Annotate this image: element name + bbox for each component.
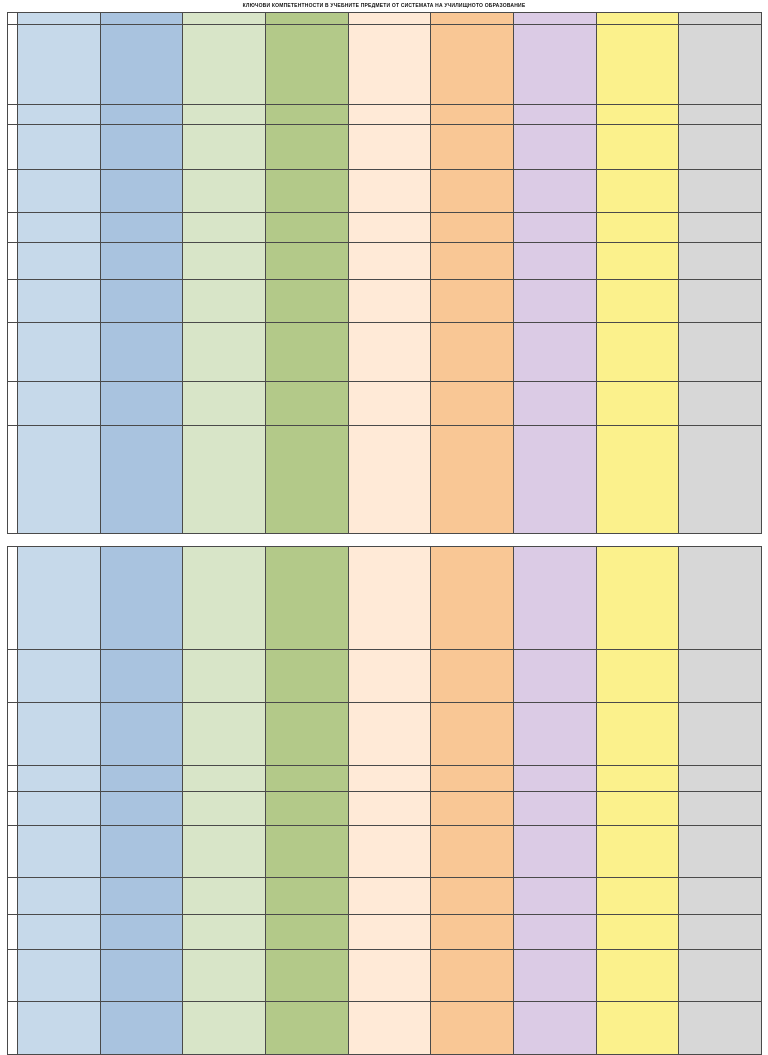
table-row bbox=[8, 213, 762, 243]
table-cell bbox=[513, 243, 596, 280]
table-cell bbox=[596, 703, 679, 766]
table-cell bbox=[100, 323, 183, 382]
table-cell bbox=[596, 950, 679, 1002]
table-cell bbox=[431, 25, 514, 105]
table-cell bbox=[513, 170, 596, 213]
table-cell bbox=[100, 213, 183, 243]
table-cell bbox=[183, 426, 266, 534]
table-cell bbox=[348, 243, 431, 280]
table-cell bbox=[513, 25, 596, 105]
table-row bbox=[8, 170, 762, 213]
table-cell bbox=[431, 878, 514, 915]
table-cell bbox=[431, 766, 514, 792]
table-cell bbox=[431, 323, 514, 382]
table-cell bbox=[348, 280, 431, 323]
table-cell bbox=[431, 243, 514, 280]
row-label-cell bbox=[8, 213, 18, 243]
table-row bbox=[8, 826, 762, 878]
document-title: КЛЮЧОВИ КОМПЕТЕНТНОСТИ В УЧЕБНИТЕ ПРЕДМЕТИ ОТ СИСТЕМАТА НА УЧИЛИЩНОТО ОБРАЗОВАНИЕ bbox=[242, 3, 526, 9]
row-label-cell bbox=[8, 280, 18, 323]
table-cell bbox=[266, 703, 349, 766]
table-cell bbox=[266, 213, 349, 243]
table-row bbox=[8, 1002, 762, 1055]
table-cell bbox=[100, 950, 183, 1002]
table-cell bbox=[431, 105, 514, 125]
table-cell bbox=[266, 280, 349, 323]
column-header-2 bbox=[100, 13, 183, 25]
table-cell bbox=[513, 382, 596, 426]
table-cell bbox=[18, 170, 101, 213]
table-cell bbox=[100, 792, 183, 826]
competence-table-1 bbox=[7, 12, 762, 534]
table-cell bbox=[596, 826, 679, 878]
table-cell bbox=[348, 25, 431, 105]
table-cell bbox=[266, 650, 349, 703]
table-row bbox=[8, 915, 762, 950]
column-header-4 bbox=[266, 13, 349, 25]
table-cell bbox=[18, 243, 101, 280]
table-cell bbox=[266, 125, 349, 170]
table-cell bbox=[100, 382, 183, 426]
table-cell bbox=[18, 792, 101, 826]
table-cell bbox=[596, 547, 679, 650]
table-cell bbox=[183, 323, 266, 382]
table-cell bbox=[100, 650, 183, 703]
table-cell bbox=[183, 878, 266, 915]
row-label-cell bbox=[8, 25, 18, 105]
table-cell bbox=[183, 280, 266, 323]
table-cell bbox=[100, 703, 183, 766]
table-cell bbox=[183, 650, 266, 703]
row-label-cell bbox=[8, 878, 18, 915]
column-header-9 bbox=[679, 13, 762, 25]
table-row bbox=[8, 125, 762, 170]
table-cell bbox=[431, 826, 514, 878]
table-cell bbox=[348, 213, 431, 243]
table-cell bbox=[348, 703, 431, 766]
table-cell bbox=[431, 650, 514, 703]
table-cell bbox=[266, 25, 349, 105]
table-cell bbox=[348, 105, 431, 125]
table-cell bbox=[18, 382, 101, 426]
table-cell bbox=[679, 280, 762, 323]
table-cell bbox=[18, 323, 101, 382]
table-cell bbox=[596, 426, 679, 534]
row-label-cell bbox=[8, 125, 18, 170]
table-cell bbox=[348, 547, 431, 650]
table-cell bbox=[183, 703, 266, 766]
table-cell bbox=[18, 950, 101, 1002]
table-cell bbox=[431, 382, 514, 426]
row-label-cell bbox=[8, 766, 18, 792]
table-cell bbox=[679, 105, 762, 125]
table-cell bbox=[100, 766, 183, 792]
table-cell bbox=[596, 243, 679, 280]
table-cell bbox=[596, 1002, 679, 1055]
table-cell bbox=[513, 547, 596, 650]
table-cell bbox=[513, 280, 596, 323]
table-cell bbox=[18, 280, 101, 323]
table-cell bbox=[679, 323, 762, 382]
table-cell bbox=[431, 950, 514, 1002]
table-cell bbox=[431, 280, 514, 323]
table-cell bbox=[431, 125, 514, 170]
table-cell bbox=[679, 792, 762, 826]
table-cell bbox=[348, 1002, 431, 1055]
table-cell bbox=[266, 766, 349, 792]
table-cell bbox=[513, 650, 596, 703]
row-label-cell bbox=[8, 105, 18, 125]
column-header-6 bbox=[431, 13, 514, 25]
table-cell bbox=[100, 426, 183, 534]
table-cell bbox=[348, 170, 431, 213]
table-cell bbox=[266, 170, 349, 213]
table-cell bbox=[18, 213, 101, 243]
table-cell bbox=[266, 826, 349, 878]
row-label-cell bbox=[8, 323, 18, 382]
table-cell bbox=[431, 426, 514, 534]
table-cell bbox=[100, 25, 183, 105]
table-cell bbox=[18, 915, 101, 950]
table-cell bbox=[596, 650, 679, 703]
table-cell bbox=[596, 792, 679, 826]
table-cell bbox=[513, 878, 596, 915]
table-cell bbox=[18, 426, 101, 534]
table-cell bbox=[513, 766, 596, 792]
table-row bbox=[8, 703, 762, 766]
table-cell bbox=[266, 426, 349, 534]
table-cell bbox=[183, 382, 266, 426]
row-label-cell bbox=[8, 703, 18, 766]
table-cell bbox=[596, 915, 679, 950]
table-cell bbox=[266, 323, 349, 382]
table-cell bbox=[513, 792, 596, 826]
table-cell bbox=[18, 650, 101, 703]
table-cell bbox=[183, 1002, 266, 1055]
table-header-row bbox=[8, 13, 762, 25]
table-cell bbox=[596, 125, 679, 170]
table-cell bbox=[679, 650, 762, 703]
table-cell bbox=[679, 915, 762, 950]
table-cell bbox=[596, 105, 679, 125]
table-cell bbox=[100, 170, 183, 213]
table-cell bbox=[431, 703, 514, 766]
table-cell bbox=[679, 547, 762, 650]
table-cell bbox=[679, 878, 762, 915]
header-corner-cell bbox=[8, 13, 18, 25]
table-cell bbox=[596, 25, 679, 105]
table-cell bbox=[513, 826, 596, 878]
table-cell bbox=[183, 25, 266, 105]
table-cell bbox=[183, 792, 266, 826]
table-cell bbox=[183, 243, 266, 280]
table-cell bbox=[183, 213, 266, 243]
table-cell bbox=[431, 213, 514, 243]
table-cell bbox=[513, 950, 596, 1002]
table-cell bbox=[18, 25, 101, 105]
table-row bbox=[8, 547, 762, 650]
table-cell bbox=[18, 547, 101, 650]
row-label-cell bbox=[8, 650, 18, 703]
table-row bbox=[8, 792, 762, 826]
table-cell bbox=[183, 826, 266, 878]
row-label-cell bbox=[8, 826, 18, 878]
table-cell bbox=[266, 105, 349, 125]
table-cell bbox=[266, 878, 349, 915]
table-row bbox=[8, 243, 762, 280]
column-header-5 bbox=[348, 13, 431, 25]
table-cell bbox=[100, 125, 183, 170]
table-row bbox=[8, 382, 762, 426]
row-label-cell bbox=[8, 170, 18, 213]
table-row bbox=[8, 25, 762, 105]
table-cell bbox=[348, 125, 431, 170]
table-cell bbox=[431, 792, 514, 826]
table-row bbox=[8, 878, 762, 915]
row-label-cell bbox=[8, 1002, 18, 1055]
table-cell bbox=[100, 915, 183, 950]
table-cell bbox=[596, 382, 679, 426]
table-cell bbox=[679, 826, 762, 878]
table-cell bbox=[348, 382, 431, 426]
column-header-1 bbox=[18, 13, 101, 25]
table-cell bbox=[100, 243, 183, 280]
table-row bbox=[8, 105, 762, 125]
table-cell bbox=[18, 1002, 101, 1055]
table-cell bbox=[596, 766, 679, 792]
table-cell bbox=[100, 878, 183, 915]
table-cell bbox=[348, 650, 431, 703]
table-cell bbox=[18, 766, 101, 792]
table-row bbox=[8, 650, 762, 703]
table-cell bbox=[183, 170, 266, 213]
table-cell bbox=[679, 426, 762, 534]
table-cell bbox=[100, 105, 183, 125]
table-cell bbox=[348, 792, 431, 826]
table-cell bbox=[596, 323, 679, 382]
table-cell bbox=[18, 878, 101, 915]
table-cell bbox=[679, 125, 762, 170]
table-cell bbox=[513, 105, 596, 125]
table-cell bbox=[348, 950, 431, 1002]
table-cell bbox=[100, 547, 183, 650]
row-label-cell bbox=[8, 547, 18, 650]
table-cell bbox=[18, 125, 101, 170]
table-cell bbox=[679, 382, 762, 426]
table-cell bbox=[183, 547, 266, 650]
table-cell bbox=[513, 703, 596, 766]
table-row bbox=[8, 950, 762, 1002]
table-cell bbox=[18, 826, 101, 878]
table-row bbox=[8, 426, 762, 534]
table-cell bbox=[266, 547, 349, 650]
table-cell bbox=[348, 915, 431, 950]
row-label-cell bbox=[8, 915, 18, 950]
table-cell bbox=[266, 792, 349, 826]
table-cell bbox=[348, 426, 431, 534]
table-cell bbox=[18, 703, 101, 766]
table-cell bbox=[183, 915, 266, 950]
column-header-3 bbox=[183, 13, 266, 25]
table-row bbox=[8, 766, 762, 792]
table-cell bbox=[100, 280, 183, 323]
competence-table-2 bbox=[7, 546, 762, 1055]
table-cell bbox=[431, 547, 514, 650]
table-cell bbox=[183, 766, 266, 792]
column-header-7 bbox=[513, 13, 596, 25]
row-label-cell bbox=[8, 426, 18, 534]
table-cell bbox=[596, 213, 679, 243]
table-cell bbox=[679, 1002, 762, 1055]
table-cell bbox=[348, 323, 431, 382]
table-cell bbox=[431, 915, 514, 950]
table-cell bbox=[100, 1002, 183, 1055]
table-cell bbox=[100, 826, 183, 878]
table-cell bbox=[513, 323, 596, 382]
table-cell bbox=[266, 243, 349, 280]
table-cell bbox=[513, 426, 596, 534]
table-cell bbox=[183, 105, 266, 125]
table-cell bbox=[266, 1002, 349, 1055]
table-cell bbox=[513, 213, 596, 243]
table-cell bbox=[679, 25, 762, 105]
table-cell bbox=[266, 382, 349, 426]
row-label-cell bbox=[8, 950, 18, 1002]
table-cell bbox=[513, 1002, 596, 1055]
table-cell bbox=[679, 703, 762, 766]
table-cell bbox=[513, 915, 596, 950]
table-row bbox=[8, 323, 762, 382]
table-cell bbox=[596, 170, 679, 213]
table-cell bbox=[679, 243, 762, 280]
table-cell bbox=[679, 950, 762, 1002]
table-cell bbox=[679, 766, 762, 792]
table-cell bbox=[679, 213, 762, 243]
row-label-cell bbox=[8, 792, 18, 826]
row-label-cell bbox=[8, 243, 18, 280]
table-row bbox=[8, 280, 762, 323]
table-cell bbox=[348, 766, 431, 792]
table-cell bbox=[266, 950, 349, 1002]
table-cell bbox=[348, 878, 431, 915]
table-cell bbox=[679, 170, 762, 213]
table-cell bbox=[266, 915, 349, 950]
table-cell bbox=[596, 280, 679, 323]
row-label-cell bbox=[8, 382, 18, 426]
table-cell bbox=[513, 125, 596, 170]
column-header-8 bbox=[596, 13, 679, 25]
table-cell bbox=[183, 950, 266, 1002]
table-cell bbox=[431, 170, 514, 213]
table-cell bbox=[348, 826, 431, 878]
table-cell bbox=[431, 1002, 514, 1055]
table-cell bbox=[18, 105, 101, 125]
table-cell bbox=[596, 878, 679, 915]
table-cell bbox=[183, 125, 266, 170]
